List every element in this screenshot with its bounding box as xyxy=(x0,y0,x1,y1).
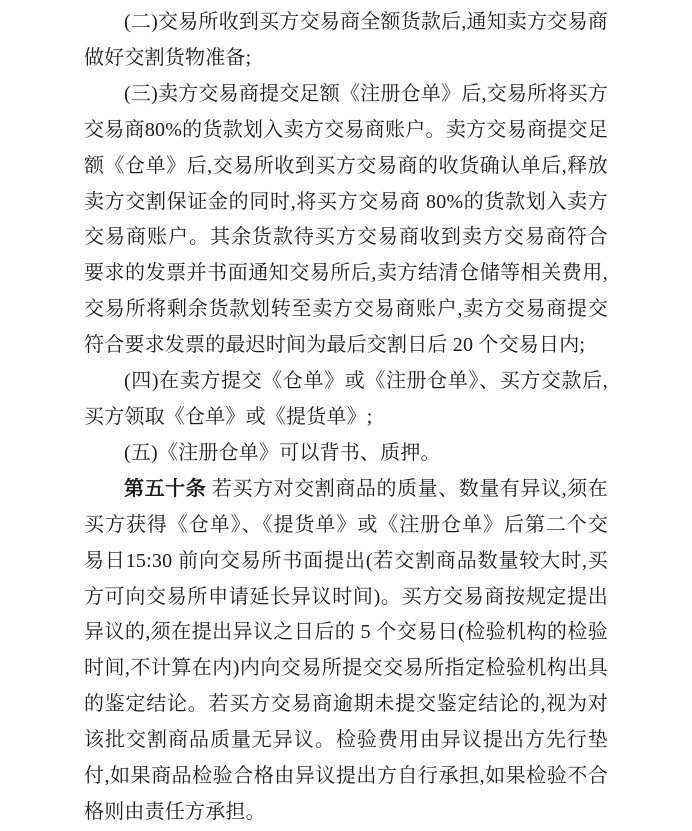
paragraph-list xyxy=(84,5,608,831)
paragraph-text: 若买方对交割商品的质量、数量有异议,须在买方获得《仓单》、《提货单》或《注册仓单》后第二个交易日15:30 前向交易所书面提出(若交割商品数量较大时,买方可向交易所申请延长异议时间)。买方交易商按规定提出异议的,须在提出异议之日后的 5 个交易日(检验机构的检验时间,不计算在内)内向交易所提交交易所指定检验机构出具的鉴定结论。若买方交易商逾期未提交鉴定结论的,视为对该批交割商品质量无异议。检验费用由异议提出方先行垫付,如果商品检验合格由异议提出方自行承担,如果检验不合格则由责任方承担。 xyxy=(84,477,608,823)
paragraph-text: (二)交易所收到买方交易商全额货款后,通知卖方交易商做好交割货物准备; xyxy=(84,11,608,69)
paragraph-text: (五)《注册仓单》可以背书、质押。 xyxy=(124,441,441,464)
article-number: 第五十条 xyxy=(124,477,207,500)
paragraph-text: (三)卖方交易商提交足额《注册仓单》后,交易所将买方交易商80%的货款划入卖方交易商账户。卖方交易商提交足额《仓单》后,交易所收到买方交易商的收货确认单后,释放卖方交割保证金的同时,将买方交易商 80%的货款划入卖方交易商账户。其余货款待买方交易商收到卖方交易商符合要求的发票并书面通知交易所后,卖方结清仓储等相关费用,交易所将剩余货款划转至卖方交易商账户,卖方交易商提交符合要求发票的最迟时间为最后交割日后 20 个交易日内; xyxy=(84,82,608,357)
paragraph-text: (四)在卖方提交《仓单》或《注册仓单》、买方交款后,买方领取《仓单》或《提货单》; xyxy=(84,370,608,428)
paragraph xyxy=(84,472,608,831)
paragraph xyxy=(84,5,608,77)
paragraph xyxy=(84,436,608,472)
paragraph xyxy=(84,364,608,436)
paragraph xyxy=(84,77,608,364)
